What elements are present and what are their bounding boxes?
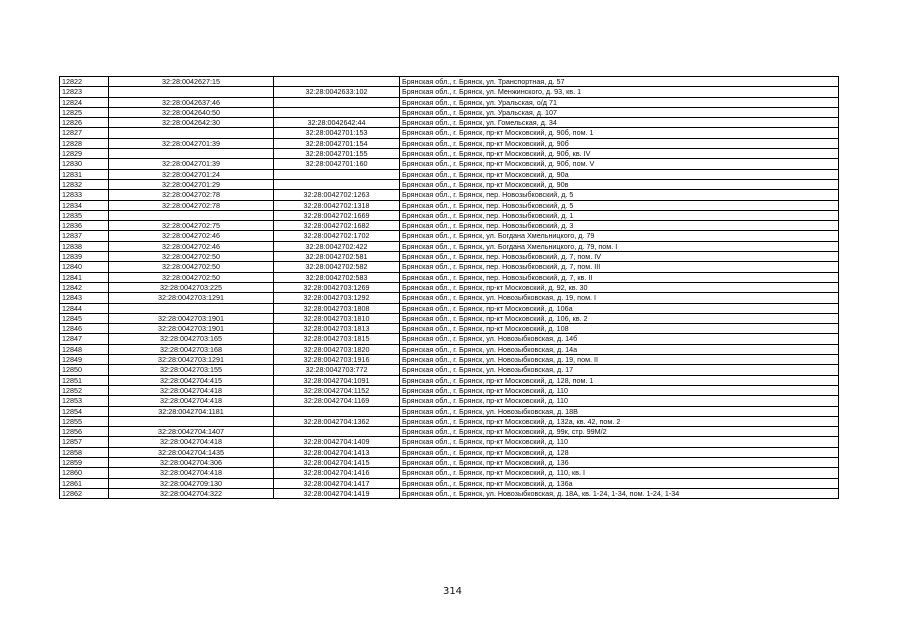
- land-cadastral-number-cell: 32:28:0042704:306: [109, 457, 274, 467]
- building-cadastral-number-cell: 32:28:0042704:1362: [274, 416, 400, 426]
- address-cell: Брянская обл., г. Брянск, пр-кт Московский, д. 132а, кв. 42, пом. 2: [400, 416, 839, 426]
- row-number-cell: 12850: [60, 365, 109, 375]
- row-number-cell: 12844: [60, 303, 109, 313]
- building-cadastral-number-cell: 32:28:0042701:155: [274, 149, 400, 159]
- building-cadastral-number-cell: 32:28:0042704:1152: [274, 385, 400, 395]
- table-row: [60, 262, 839, 272]
- building-cadastral-number-cell: 32:28:0042703:1820: [274, 344, 400, 354]
- land-cadastral-number-cell: [109, 210, 274, 220]
- address-cell: Брянская обл., г. Брянск, ул. Менжинского, д. 93, кв. 1: [400, 87, 839, 97]
- table-row: [60, 375, 839, 385]
- row-number-cell: 12849: [60, 355, 109, 365]
- building-cadastral-number-cell: 32:28:0042703:1292: [274, 293, 400, 303]
- row-number-cell: 12857: [60, 437, 109, 447]
- address-cell: Брянская обл., г. Брянск, пр-кт Московский, д. 128: [400, 447, 839, 457]
- land-cadastral-number-cell: [109, 128, 274, 138]
- land-cadastral-number-cell: 32:28:0042703:1291: [109, 355, 274, 365]
- row-number-cell: 12854: [60, 406, 109, 416]
- row-number-cell: 12833: [60, 190, 109, 200]
- row-number-cell: 12830: [60, 159, 109, 169]
- building-cadastral-number-cell: [274, 169, 400, 179]
- row-number-cell: 12842: [60, 282, 109, 292]
- table-row: [60, 252, 839, 262]
- address-cell: Брянская обл., г. Брянск, пр-кт Московский, д. 110: [400, 396, 839, 406]
- building-cadastral-number-cell: 32:28:0042704:1419: [274, 488, 400, 498]
- row-number-cell: 12840: [60, 262, 109, 272]
- building-cadastral-number-cell: 32:28:0042701:154: [274, 138, 400, 148]
- row-number-cell: 12862: [60, 488, 109, 498]
- address-cell: Брянская обл., г. Брянск, ул. Новозыбковская, д. 14б: [400, 334, 839, 344]
- land-cadastral-number-cell: 32:28:0042704:1407: [109, 427, 274, 437]
- building-cadastral-number-cell: 32:28:0042704:1415: [274, 457, 400, 467]
- land-cadastral-number-cell: 32:28:0042702:78: [109, 190, 274, 200]
- land-cadastral-number-cell: [109, 149, 274, 159]
- table-row: [60, 293, 839, 303]
- land-cadastral-number-cell: 32:28:0042702:46: [109, 241, 274, 251]
- land-cadastral-number-cell: 32:28:0042701:29: [109, 179, 274, 189]
- row-number-cell: 12834: [60, 200, 109, 210]
- row-number-cell: 12855: [60, 416, 109, 426]
- row-number-cell: 12860: [60, 468, 109, 478]
- row-number-cell: 12861: [60, 478, 109, 488]
- address-cell: Брянская обл., г. Брянск, пер. Новозыбковский, д. 7, пом. IV: [400, 252, 839, 262]
- address-cell: Брянская обл., г. Брянск, ул. Новозыбковская, д. 14а: [400, 344, 839, 354]
- building-cadastral-number-cell: 32:28:0042703:1916: [274, 355, 400, 365]
- row-number-cell: 12829: [60, 149, 109, 159]
- row-number-cell: 12853: [60, 396, 109, 406]
- table-row: [60, 468, 839, 478]
- row-number-cell: 12851: [60, 375, 109, 385]
- row-number-cell: 12828: [60, 138, 109, 148]
- land-cadastral-number-cell: 32:28:0042703:1901: [109, 313, 274, 323]
- address-cell: Брянская обл., г. Брянск, пер. Новозыбковский, д. 1: [400, 210, 839, 220]
- address-cell: Брянская обл., г. Брянск, пр-кт Московский, д. 90б, пом. V: [400, 159, 839, 169]
- page-number: 314: [442, 586, 463, 597]
- address-cell: Брянская обл., г. Брянск, пр-кт Московский, д. 110: [400, 437, 839, 447]
- land-cadastral-number-cell: [109, 416, 274, 426]
- row-number-cell: 12838: [60, 241, 109, 251]
- building-cadastral-number-cell: 32:28:0042703:1810: [274, 313, 400, 323]
- row-number-cell: 12836: [60, 221, 109, 231]
- building-cadastral-number-cell: 32:28:0042642:44: [274, 118, 400, 128]
- table-row: [60, 149, 839, 159]
- address-cell: Брянская обл., г. Брянск, пер. Новозыбковский, д. 7, пом. III: [400, 262, 839, 272]
- row-number-cell: 12826: [60, 118, 109, 128]
- building-cadastral-number-cell: 32:28:0042704:1416: [274, 468, 400, 478]
- address-cell: Брянская обл., г. Брянск, пр-кт Московский, д. 90в: [400, 179, 839, 189]
- land-cadastral-number-cell: 32:28:0042704:415: [109, 375, 274, 385]
- address-cell: Брянская обл., г. Брянск, пр-кт Московский, д. 90а: [400, 169, 839, 179]
- row-number-cell: 12847: [60, 334, 109, 344]
- building-cadastral-number-cell: 32:28:0042701:160: [274, 159, 400, 169]
- table-row: [60, 282, 839, 292]
- building-cadastral-number-cell: 32:28:0042702:1702: [274, 231, 400, 241]
- land-cadastral-number-cell: 32:28:0042703:1291: [109, 293, 274, 303]
- address-cell: Брянская обл., г. Брянск, пр-кт Московский, д. 110, кв. I: [400, 468, 839, 478]
- table-row: [60, 179, 839, 189]
- land-cadastral-number-cell: 32:28:0042637:46: [109, 97, 274, 107]
- address-cell: Брянская обл., г. Брянск, пр-кт Московский, д. 99к, стр. 99М/2: [400, 427, 839, 437]
- table-row: [60, 138, 839, 148]
- table-row: [60, 107, 839, 117]
- land-cadastral-number-cell: 32:28:0042702:50: [109, 262, 274, 272]
- table-row: [60, 200, 839, 210]
- land-cadastral-number-cell: 32:28:0042703:165: [109, 334, 274, 344]
- row-number-cell: 12823: [60, 87, 109, 97]
- registry-table-body: [60, 77, 839, 499]
- building-cadastral-number-cell: 32:28:0042704:1091: [274, 375, 400, 385]
- row-number-cell: 12859: [60, 457, 109, 467]
- building-cadastral-number-cell: 32:28:0042702:422: [274, 241, 400, 251]
- row-number-cell: 12827: [60, 128, 109, 138]
- row-number-cell: 12841: [60, 272, 109, 282]
- address-cell: Брянская обл., г. Брянск, пр-кт Московский, д. 90б: [400, 138, 839, 148]
- table-row: [60, 272, 839, 282]
- building-cadastral-number-cell: 32:28:0042702:1669: [274, 210, 400, 220]
- table-row: [60, 437, 839, 447]
- building-cadastral-number-cell: 32:28:0042703:1815: [274, 334, 400, 344]
- table-row: [60, 406, 839, 416]
- row-number-cell: 12845: [60, 313, 109, 323]
- table-row: [60, 488, 839, 498]
- land-cadastral-number-cell: 32:28:0042704:418: [109, 468, 274, 478]
- address-cell: Брянская обл., г. Брянск, пер. Новозыбковский, д. 3: [400, 221, 839, 231]
- building-cadastral-number-cell: 32:28:0042702:1263: [274, 190, 400, 200]
- table-row: [60, 241, 839, 251]
- land-cadastral-number-cell: 32:28:0042703:155: [109, 365, 274, 375]
- row-number-cell: 12839: [60, 252, 109, 262]
- row-number-cell: 12856: [60, 427, 109, 437]
- address-cell: Брянская обл., г. Брянск, ул. Богдана Хмельницкого, д. 79, пом. I: [400, 241, 839, 251]
- address-cell: Брянская обл., г. Брянск, ул. Гомельская, д. 34: [400, 118, 839, 128]
- row-number-cell: 12843: [60, 293, 109, 303]
- land-cadastral-number-cell: 32:28:0042703:225: [109, 282, 274, 292]
- table-row: [60, 396, 839, 406]
- row-number-cell: 12825: [60, 107, 109, 117]
- land-cadastral-number-cell: 32:28:0042709:130: [109, 478, 274, 488]
- building-cadastral-number-cell: 32:28:0042704:1413: [274, 447, 400, 457]
- address-cell: Брянская обл., г. Брянск, пер. Новозыбковский, д. 5: [400, 200, 839, 210]
- building-cadastral-number-cell: 32:28:0042702:1318: [274, 200, 400, 210]
- row-number-cell: 12848: [60, 344, 109, 354]
- row-number-cell: 12837: [60, 231, 109, 241]
- table-row: [60, 77, 839, 87]
- building-cadastral-number-cell: 32:28:0042701:153: [274, 128, 400, 138]
- land-cadastral-number-cell: 32:28:0042704:1435: [109, 447, 274, 457]
- row-number-cell: 12832: [60, 179, 109, 189]
- table-row: [60, 159, 839, 169]
- land-cadastral-number-cell: 32:28:0042701:39: [109, 159, 274, 169]
- address-cell: Брянская обл., г. Брянск, пр-кт Московский, д. 106а: [400, 303, 839, 313]
- land-cadastral-number-cell: 32:28:0042702:50: [109, 272, 274, 282]
- building-cadastral-number-cell: 32:28:0042704:1169: [274, 396, 400, 406]
- land-cadastral-number-cell: 32:28:0042703:1901: [109, 324, 274, 334]
- table-row: [60, 334, 839, 344]
- land-cadastral-number-cell: 32:28:0042704:418: [109, 437, 274, 447]
- building-cadastral-number-cell: 32:28:0042702:583: [274, 272, 400, 282]
- building-cadastral-number-cell: 32:28:0042702:582: [274, 262, 400, 272]
- address-cell: Брянская обл., г. Брянск, ул. Транспортная, д. 57: [400, 77, 839, 87]
- land-cadastral-number-cell: 32:28:0042701:39: [109, 138, 274, 148]
- table-row: [60, 355, 839, 365]
- address-cell: Брянская обл., г. Брянск, ул. Новозыбковская, д. 17: [400, 365, 839, 375]
- table-row: [60, 97, 839, 107]
- building-cadastral-number-cell: 32:28:0042704:1409: [274, 437, 400, 447]
- building-cadastral-number-cell: [274, 179, 400, 189]
- building-cadastral-number-cell: 32:28:0042703:772: [274, 365, 400, 375]
- building-cadastral-number-cell: [274, 77, 400, 87]
- address-cell: Брянская обл., г. Брянск, ул. Новозыбковская, д. 18А, кв. 1-24, 1-34, пом. 1-24, 1-34: [400, 488, 839, 498]
- table-row: [60, 87, 839, 97]
- address-cell: Брянская обл., г. Брянск, пр-кт Московский, д. 92, кв. 30: [400, 282, 839, 292]
- address-cell: Брянская обл., г. Брянск, ул. Новозыбковская, д. 19, пом. II: [400, 355, 839, 365]
- address-cell: Брянская обл., г. Брянск, пр-кт Московский, д. 128, пом. 1: [400, 375, 839, 385]
- table-row: [60, 210, 839, 220]
- address-cell: Брянская обл., г. Брянск, пр-кт Московский, д. 136а: [400, 478, 839, 488]
- address-cell: Брянская обл., г. Брянск, ул. Богдана Хмельницкого, д. 79: [400, 231, 839, 241]
- building-cadastral-number-cell: 32:28:0042702:1682: [274, 221, 400, 231]
- land-cadastral-number-cell: 32:28:0042704:418: [109, 385, 274, 395]
- table-row: [60, 169, 839, 179]
- land-cadastral-number-cell: 32:28:0042702:46: [109, 231, 274, 241]
- row-number-cell: 12846: [60, 324, 109, 334]
- table-row: [60, 344, 839, 354]
- land-cadastral-number-cell: 32:28:0042704:322: [109, 488, 274, 498]
- address-cell: Брянская обл., г. Брянск, ул. Новозыбковская, д. 18В: [400, 406, 839, 416]
- row-number-cell: 12824: [60, 97, 109, 107]
- address-cell: Брянская обл., г. Брянск, пр-кт Московский, д. 106, кв. 2: [400, 313, 839, 323]
- building-cadastral-number-cell: 32:28:0042633:102: [274, 87, 400, 97]
- table-row: [60, 313, 839, 323]
- row-number-cell: 12858: [60, 447, 109, 457]
- row-number-cell: 12831: [60, 169, 109, 179]
- table-row: [60, 231, 839, 241]
- address-cell: Брянская обл., г. Брянск, ул. Новозыбковская, д. 19, пом. I: [400, 293, 839, 303]
- table-row: [60, 118, 839, 128]
- building-cadastral-number-cell: 32:28:0042703:1813: [274, 324, 400, 334]
- address-cell: Брянская обл., г. Брянск, пер. Новозыбковский, д. 5: [400, 190, 839, 200]
- land-cadastral-number-cell: 32:28:0042702:78: [109, 200, 274, 210]
- table-row: [60, 128, 839, 138]
- land-cadastral-number-cell: 32:28:0042703:168: [109, 344, 274, 354]
- land-cadastral-number-cell: [109, 87, 274, 97]
- table-row: [60, 427, 839, 437]
- building-cadastral-number-cell: 32:28:0042702:581: [274, 252, 400, 262]
- row-number-cell: 12822: [60, 77, 109, 87]
- address-cell: Брянская обл., г. Брянск, пр-кт Московский, д. 90б, пом. 1: [400, 128, 839, 138]
- land-cadastral-number-cell: 32:28:0042704:1181: [109, 406, 274, 416]
- table-row: [60, 303, 839, 313]
- table-row: [60, 478, 839, 488]
- land-cadastral-number-cell: 32:28:0042704:418: [109, 396, 274, 406]
- table-row: [60, 221, 839, 231]
- building-cadastral-number-cell: [274, 107, 400, 117]
- building-cadastral-number-cell: 32:28:0042703:1808: [274, 303, 400, 313]
- building-cadastral-number-cell: [274, 406, 400, 416]
- registry-table: [59, 76, 839, 499]
- land-cadastral-number-cell: 32:28:0042640:50: [109, 107, 274, 117]
- table-row: [60, 416, 839, 426]
- address-cell: Брянская обл., г. Брянск, ул. Уральская, д. 107: [400, 107, 839, 117]
- address-cell: Брянская обл., г. Брянск, пр-кт Московский, д. 110: [400, 385, 839, 395]
- table-row: [60, 365, 839, 375]
- address-cell: Брянская обл., г. Брянск, пр-кт Московский, д. 136: [400, 457, 839, 467]
- table-row: [60, 447, 839, 457]
- address-cell: Брянская обл., г. Брянск, ул. Уральская, о/д 71: [400, 97, 839, 107]
- table-row: [60, 457, 839, 467]
- address-cell: Брянская обл., г. Брянск, пр-кт Московский, д. 90б, кв. IV: [400, 149, 839, 159]
- building-cadastral-number-cell: 32:28:0042704:1417: [274, 478, 400, 488]
- row-number-cell: 12835: [60, 210, 109, 220]
- building-cadastral-number-cell: 32:28:0042703:1269: [274, 282, 400, 292]
- address-cell: Брянская обл., г. Брянск, пер. Новозыбковский, д. 7, кв. II: [400, 272, 839, 282]
- building-cadastral-number-cell: [274, 427, 400, 437]
- land-cadastral-number-cell: 32:28:0042627:15: [109, 77, 274, 87]
- building-cadastral-number-cell: [274, 97, 400, 107]
- land-cadastral-number-cell: 32:28:0042702:75: [109, 221, 274, 231]
- table-row: [60, 324, 839, 334]
- land-cadastral-number-cell: 32:28:0042642:30: [109, 118, 274, 128]
- row-number-cell: 12852: [60, 385, 109, 395]
- land-cadastral-number-cell: [109, 303, 274, 313]
- address-cell: Брянская обл., г. Брянск, пр-кт Московский, д. 108: [400, 324, 839, 334]
- table-row: [60, 385, 839, 395]
- table-row: [60, 190, 839, 200]
- land-cadastral-number-cell: 32:28:0042702:50: [109, 252, 274, 262]
- land-cadastral-number-cell: 32:28:0042701:24: [109, 169, 274, 179]
